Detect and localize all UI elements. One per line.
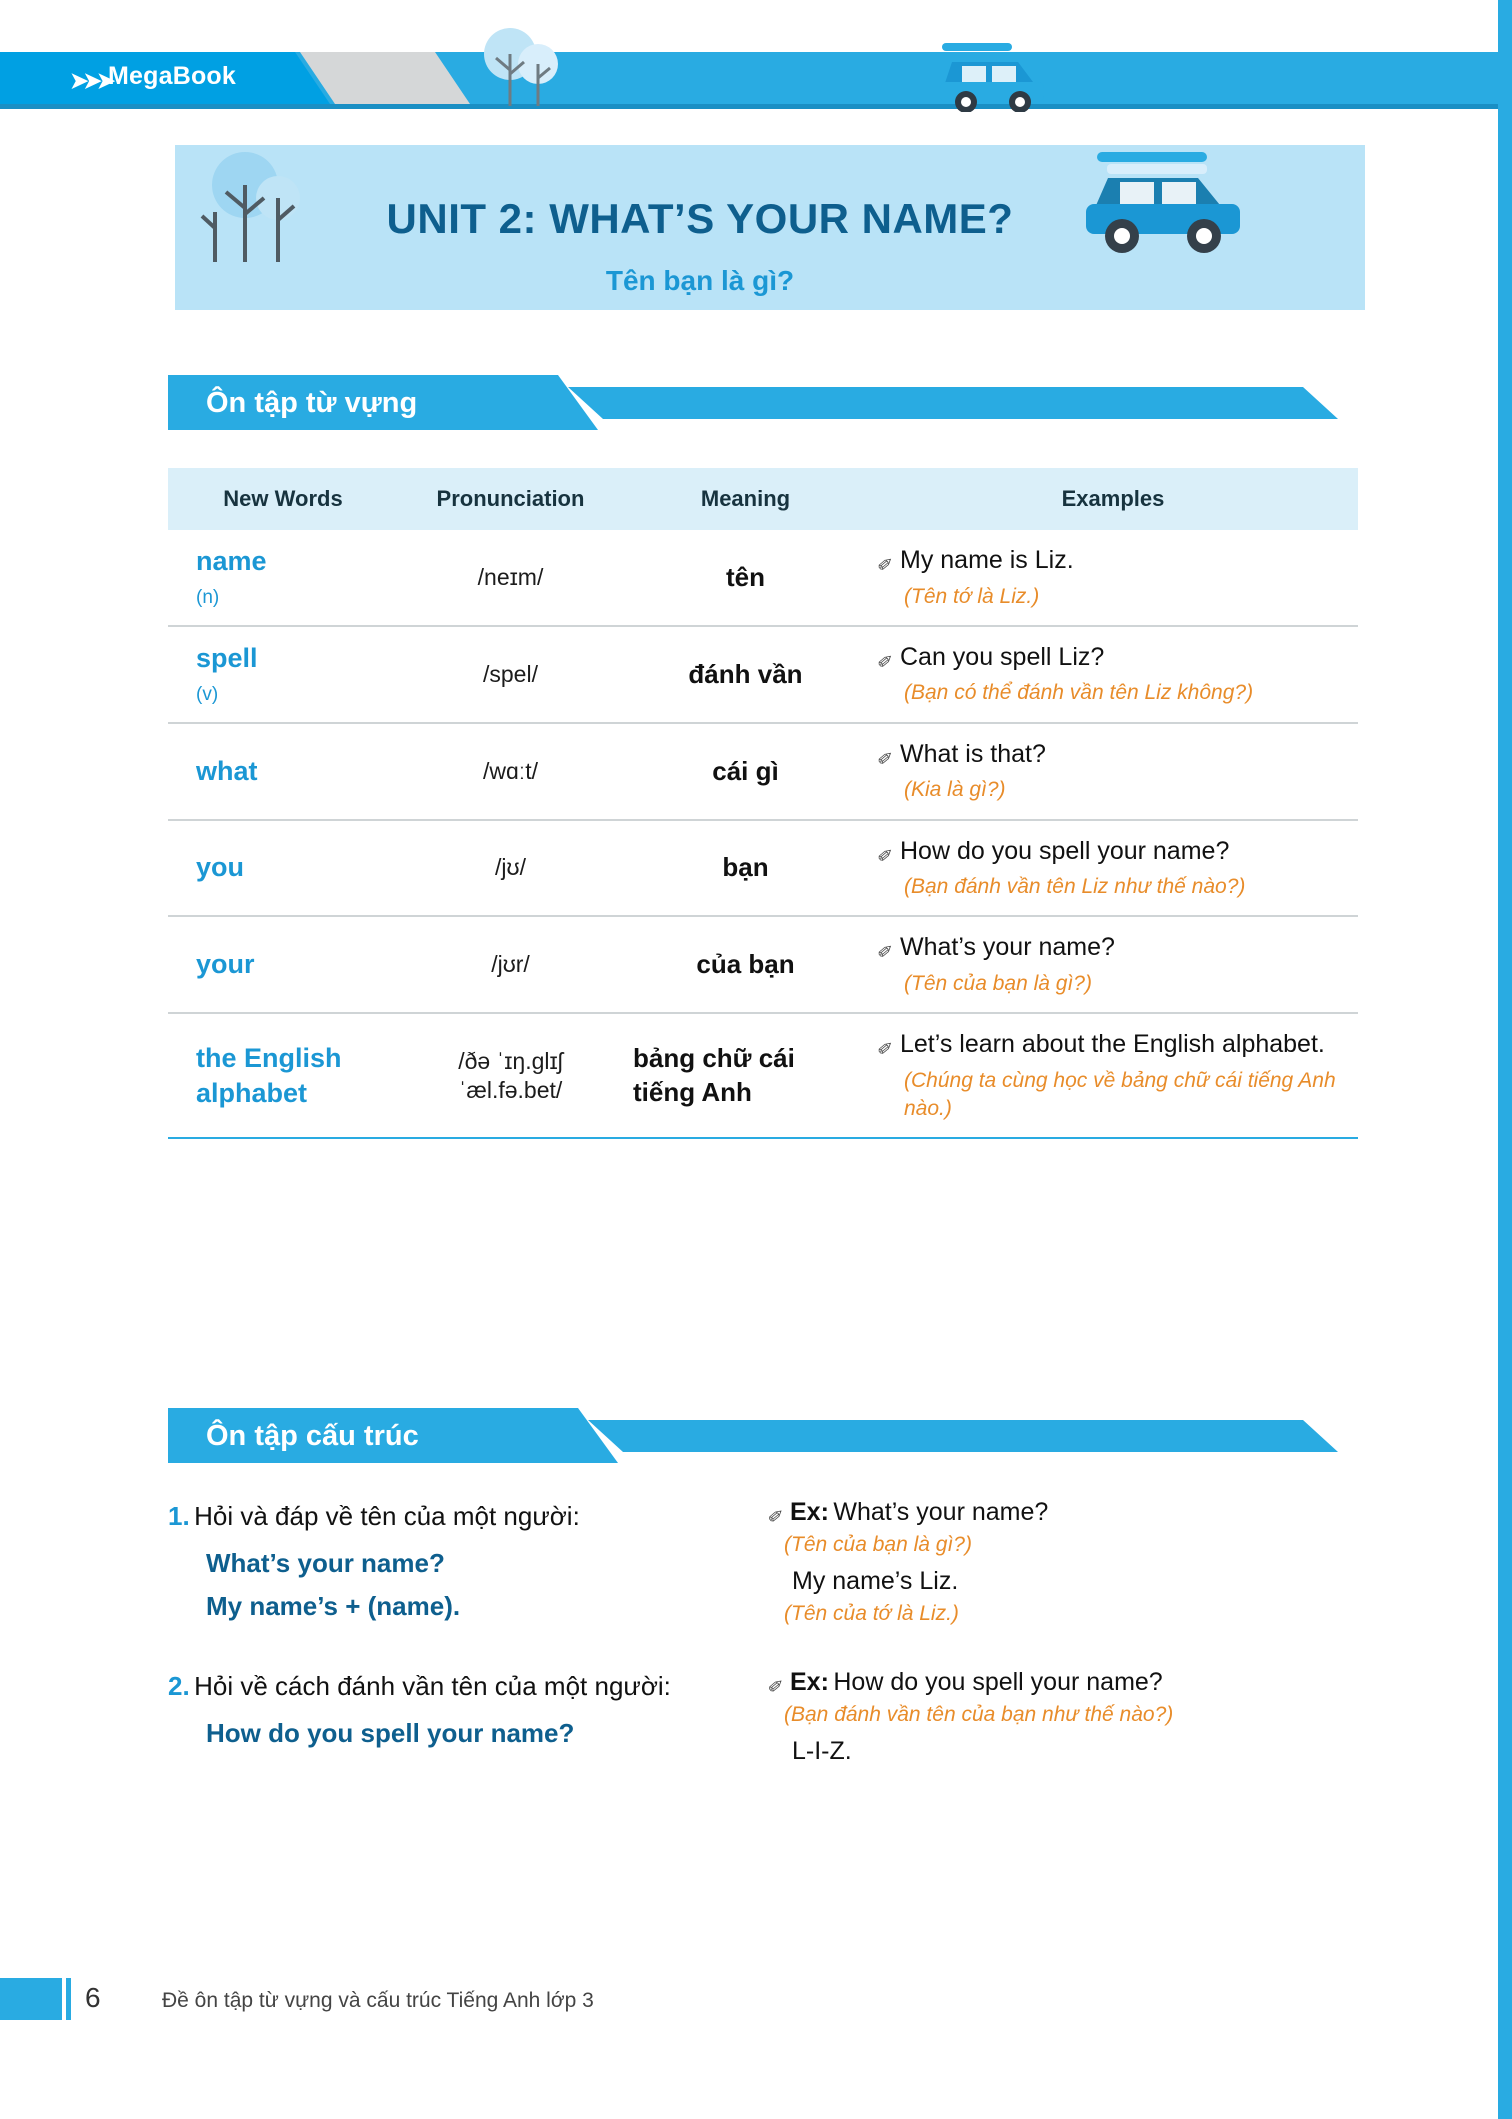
megabook-logo-icon: ➤➤➤ — [70, 68, 111, 93]
example-english: ✏Let’s learn about the English alphabet. — [878, 1028, 1348, 1061]
example-english: ✏Can you spell Liz? — [878, 641, 1348, 674]
structure-section-title: Ôn tập cấu trúc — [206, 1420, 419, 1452]
cell-meaning: bạn — [623, 820, 868, 917]
example-vietnamese: (Kia là gì?) — [904, 778, 1006, 802]
pencil-icon: ✏ — [873, 551, 899, 578]
example-vietnamese: (Tên của bạn là gì?) — [784, 1533, 972, 1556]
cell-example — [868, 723, 1358, 820]
table-row — [168, 723, 1358, 820]
footer-text: Đề ôn tập từ vựng và cấu trúc Tiếng Anh lớp 3 — [162, 1989, 594, 2012]
example-english: How do you spell your name? — [833, 1668, 1163, 1696]
top-bar — [0, 0, 1512, 112]
cell-word — [168, 530, 398, 626]
vocabulary-table — [168, 468, 1358, 1139]
column-header-meaning: Meaning — [623, 468, 868, 530]
cell-example — [868, 530, 1358, 626]
structure-prompt-block — [168, 1668, 768, 1766]
top-bar-band-shadow — [0, 104, 1512, 109]
structure-item-1 — [168, 1498, 1368, 1626]
structure-prompt: Hỏi và đáp về tên của một người: — [194, 1501, 580, 1531]
example-label: Ex: — [790, 1668, 829, 1696]
structure-section-ribbon — [168, 1408, 1358, 1463]
structure-example-line — [763, 1498, 1368, 1530]
page-title: UNIT 2: WHAT’S YOUR NAME? — [386, 195, 1014, 242]
footer-accent-bar — [0, 1978, 62, 2020]
cell-word — [168, 723, 398, 820]
word-text: you — [196, 852, 245, 883]
structure-item-2 — [168, 1668, 1368, 1766]
word-text: what — [196, 755, 258, 786]
cell-example — [868, 1013, 1358, 1138]
cell-pronunciation: /neɪm/ — [398, 530, 623, 626]
brand-name: MegaBook — [108, 62, 237, 90]
cell-example — [868, 820, 1358, 917]
pencil-icon: ✏ — [873, 745, 899, 772]
vocabulary-section-title: Ôn tập từ vựng — [206, 387, 418, 419]
example-answer-vietnamese: (Tên của tớ là Liz.) — [784, 1602, 959, 1625]
table-row — [168, 1013, 1358, 1138]
structure-prompt: Hỏi về cách đánh vần tên của một người: — [194, 1671, 671, 1701]
tree-decoration-icon — [470, 28, 580, 106]
structure-prompt-line — [168, 1668, 768, 1706]
pencil-icon: ✏ — [763, 1503, 790, 1530]
unit-tree-icon — [190, 150, 320, 265]
cell-meaning: của bạn — [623, 916, 868, 1013]
structure-number: 1. — [168, 1501, 190, 1531]
pencil-icon: ✏ — [873, 842, 899, 869]
example-vietnamese: (Tên của bạn là gì?) — [904, 971, 1092, 995]
structure-pattern: My name’s + (name). — [206, 1590, 461, 1621]
example-vietnamese: (Chúng ta cùng học về bảng chữ cái tiếng Anh nào.) — [904, 1068, 1336, 1121]
example-answer: My name’s Liz. — [792, 1567, 959, 1595]
cell-meaning: đánh vần — [623, 626, 868, 723]
word-part-of-speech: (v) — [196, 683, 219, 705]
pencil-icon: ✏ — [873, 1035, 899, 1063]
table-row — [168, 530, 1358, 626]
pencil-icon: ✏ — [873, 648, 899, 675]
structure-section — [168, 1498, 1368, 1788]
structure-number: 2. — [168, 1671, 190, 1701]
example-answer: L-I-Z. — [792, 1737, 852, 1765]
word-text: name — [196, 545, 267, 576]
cell-meaning: cái gì — [623, 723, 868, 820]
example-vietnamese: (Tên tớ là Liz.) — [904, 584, 1040, 608]
example-label: Ex: — [790, 1498, 829, 1526]
table-row — [168, 820, 1358, 917]
word-text: the English alphabet — [196, 1042, 342, 1108]
example-english: ✏What’s your name? — [878, 931, 1348, 964]
example-english: ✏My name is Liz. — [878, 544, 1348, 577]
example-vietnamese: (Bạn có thể đánh vần tên Liz không?) — [904, 681, 1254, 705]
structure-example-block — [763, 1498, 1368, 1626]
cell-pronunciation: /spel/ — [398, 626, 623, 723]
right-edge-bar — [1498, 0, 1512, 2119]
column-header-pronunciation: Pronunciation — [398, 468, 623, 530]
structure-example-block — [763, 1668, 1368, 1766]
page-subtitle: Tên bạn là gì? — [605, 265, 795, 296]
word-text: your — [196, 949, 255, 980]
example-english: What’s your name? — [833, 1498, 1049, 1526]
table-row — [168, 626, 1358, 723]
column-header-examples: Examples — [868, 468, 1358, 530]
structure-example-line — [763, 1668, 1368, 1700]
cell-pronunciation: /jʊr/ — [398, 916, 623, 1013]
car-decoration-icon — [932, 38, 1062, 112]
word-text: spell — [196, 642, 258, 673]
table-header-row — [168, 468, 1358, 530]
footer-accent-tick — [66, 1978, 71, 2020]
example-vietnamese: (Bạn đánh vần tên Liz như thế nào?) — [904, 875, 1246, 899]
cell-example — [868, 626, 1358, 723]
cell-word — [168, 1013, 398, 1138]
cell-meaning: bảng chữ cái tiếng Anh — [623, 1013, 868, 1138]
example-vietnamese: (Bạn đánh vần tên của bạn như thế nào?) — [784, 1703, 1174, 1726]
structure-prompt-line — [168, 1498, 768, 1536]
page-number: 6 — [85, 1982, 101, 2013]
example-english: ✏How do you spell your name? — [878, 835, 1348, 868]
vocabulary-section-ribbon — [168, 375, 1358, 430]
structure-pattern: How do you spell your name? — [206, 1717, 575, 1748]
example-english: ✏What is that? — [878, 738, 1348, 771]
cell-meaning: tên — [623, 530, 868, 626]
cell-pronunciation: /jʊ/ — [398, 820, 623, 917]
cell-word — [168, 626, 398, 723]
cell-pronunciation: /wɑːt/ — [398, 723, 623, 820]
unit-car-icon — [1072, 140, 1262, 270]
column-header-new-words: New Words — [168, 468, 398, 530]
table-row — [168, 916, 1358, 1013]
pencil-icon: ✏ — [873, 938, 899, 966]
cell-example — [868, 916, 1358, 1013]
structure-pattern: What’s your name? — [206, 1547, 445, 1578]
cell-word — [168, 820, 398, 917]
word-part-of-speech: (n) — [196, 586, 220, 608]
cell-word — [168, 916, 398, 1013]
structure-prompt-block — [168, 1498, 768, 1626]
cell-pronunciation: /ðə ˈɪŋ.glɪʃ ˈæl.fə.bet/ — [398, 1013, 623, 1138]
pencil-icon: ✏ — [763, 1673, 790, 1700]
